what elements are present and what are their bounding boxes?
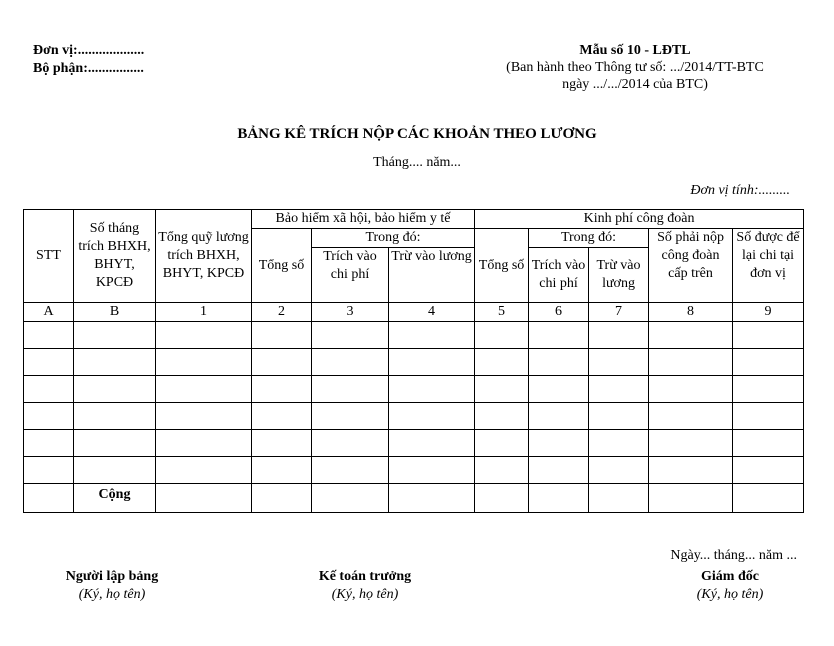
index-cell: 1 xyxy=(156,303,252,322)
index-cell: 6 xyxy=(529,303,589,322)
index-cell: 3 xyxy=(312,303,389,322)
contribution-table xyxy=(23,209,804,513)
union-of-which: Trong đó: xyxy=(529,229,649,248)
document-title: BẢNG KÊ TRÍCH NỘP CÁC KHOẢN THEO LƯƠNG xyxy=(237,126,597,142)
header-left xyxy=(33,42,144,78)
accountant-sub: (Ký, họ tên) xyxy=(331,587,399,602)
index-cell: 4 xyxy=(389,303,475,322)
col-months: Số tháng trích BHXH, BHYT, KPCĐ xyxy=(74,210,156,303)
director-title: Giám đốc xyxy=(701,569,759,584)
ins-of-which: Trong đó: xyxy=(312,229,475,248)
director-sub: (Ký, họ tên) xyxy=(696,587,764,602)
table-row xyxy=(24,322,804,349)
header-row-1 xyxy=(24,210,804,229)
signature-date: Ngày... tháng... năm ... xyxy=(670,548,797,563)
currency-unit: Đơn vị tính:......... xyxy=(690,183,790,198)
preparer-title: Người lập bảng xyxy=(65,569,159,584)
group-union: Kinh phí công đoàn xyxy=(475,210,804,229)
accountant-signature xyxy=(275,568,455,604)
form-number: Mẫu số 10 - LĐTL xyxy=(579,43,691,58)
col-union-total: Tổng số xyxy=(475,229,529,303)
total-row-label: Cộng xyxy=(74,484,156,513)
issued-line-1: (Ban hành theo Thông tư số: .../2014/TT-BTC xyxy=(506,60,764,75)
period-line: Tháng.... năm... xyxy=(373,155,461,170)
preparer-signature xyxy=(22,568,202,604)
table-row xyxy=(24,349,804,376)
table-row xyxy=(24,457,804,484)
col-retained: Số được để lại chi tại đơn vị xyxy=(733,229,804,303)
group-insurance: Bảo hiểm xã hội, bảo hiểm y tế xyxy=(252,210,475,229)
table-row xyxy=(24,430,804,457)
preparer-sub: (Ký, họ tên) xyxy=(78,587,146,602)
col-total-fund: Tổng quỹ lương trích BHXH, BHYT, KPCĐ xyxy=(156,210,252,303)
col-ins-cost: Trích vào chi phí xyxy=(312,248,389,303)
issued-line-2: ngày .../.../2014 của BTC) xyxy=(562,77,708,92)
accountant-title: Kế toán trưởng xyxy=(318,569,412,584)
index-cell: 5 xyxy=(475,303,529,322)
col-payable-up: Số phải nộp công đoàn cấp trên xyxy=(649,229,733,303)
col-ins-salary: Trừ vào lương xyxy=(389,248,475,303)
index-cell: A xyxy=(24,303,74,322)
dept-label: Bộ phận:................ xyxy=(33,61,144,76)
header-right xyxy=(470,42,800,93)
col-union-salary: Trừ vào lương xyxy=(589,248,649,303)
index-cell: 8 xyxy=(649,303,733,322)
index-cell: 9 xyxy=(733,303,804,322)
total-row xyxy=(24,484,804,513)
index-cell: 2 xyxy=(252,303,312,322)
table-row xyxy=(24,403,804,430)
col-stt: STT xyxy=(24,210,74,303)
table-row xyxy=(24,376,804,403)
index-cell: 7 xyxy=(589,303,649,322)
unit-label: Đơn vị:................... xyxy=(33,43,145,58)
index-row xyxy=(24,303,804,322)
index-cell: B xyxy=(74,303,156,322)
col-ins-total: Tổng số xyxy=(252,229,312,303)
col-union-cost: Trích vào chi phí xyxy=(529,248,589,303)
director-signature xyxy=(640,568,820,604)
